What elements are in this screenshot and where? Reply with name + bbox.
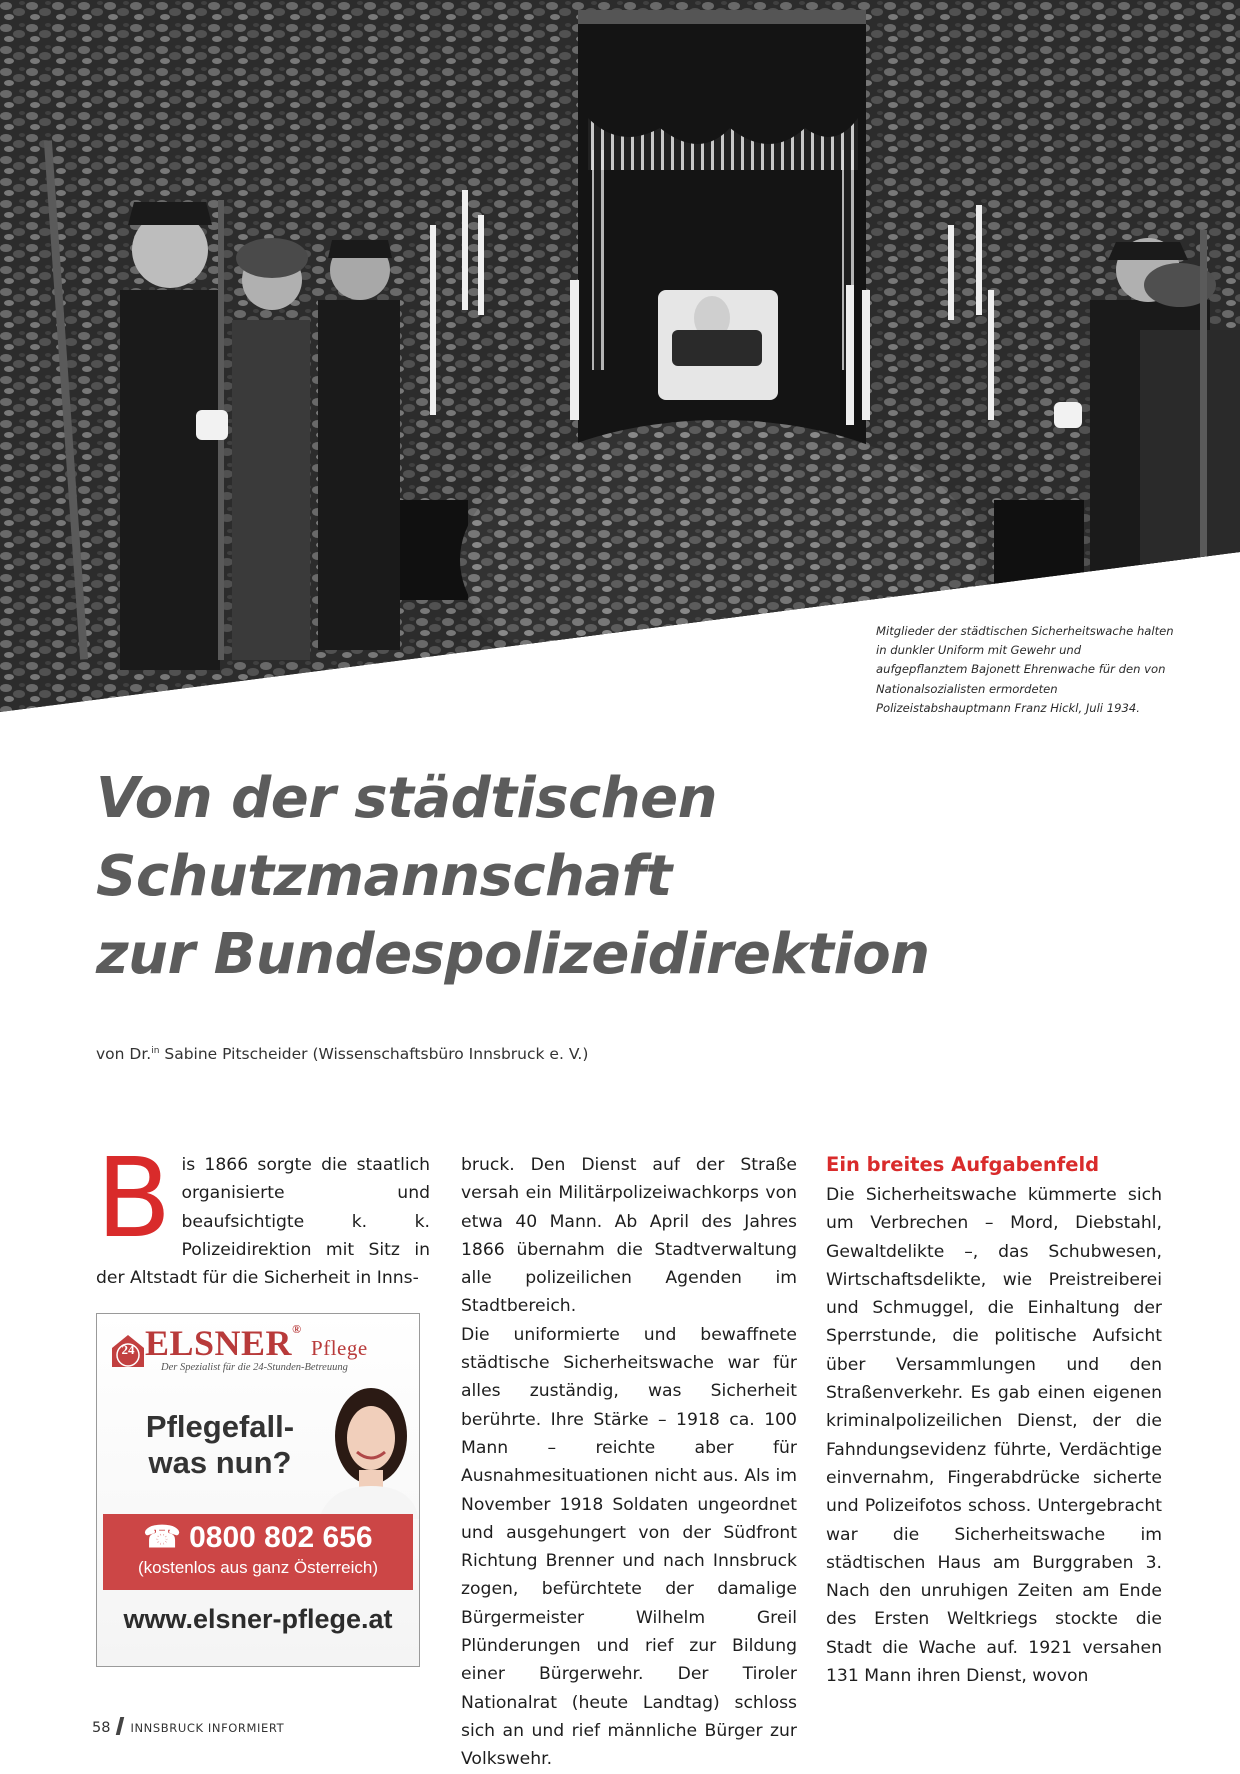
ad-phone-note: (kostenlos aus ganz Österreich) <box>138 1558 378 1577</box>
ad-headline-line-2: was nun? <box>148 1445 292 1480</box>
ad-headline-line-1: Pflegefall- <box>145 1409 295 1444</box>
footer-slash-divider <box>116 1717 124 1735</box>
elsner-advertisement[interactable] <box>96 1313 420 1667</box>
ad-headline <box>145 1409 295 1481</box>
badge-label: 24 <box>121 1342 135 1357</box>
photo-caption: Mitglieder der städtischen Sicherheitswache halten in dunkler Uniform mit Gewehr und aufgepflanztem Bajonett Ehrenwache für den von Nationalsozialisten ermordeten Polizeistabshauptmann Franz Hickl, Juli 1934. <box>876 624 1174 715</box>
byline-author: Sabine Pitscheider (Wissenschaftsbüro Innsbruck e. V.) <box>159 1045 589 1063</box>
column-2-paragraph-1: bruck. Den Dienst auf der Straße versah ein Militärpolizeiwachkorps von etwa 40 Mann. Ab April des Jahres 1866 übernahm die Stadtverwaltung alle polizeilichen Agenden im Stadtbereich. <box>461 1155 797 1317</box>
honor-guard-photo <box>0 0 1240 712</box>
column-1-text: is 1866 sorgte die staatlich organisierte und beaufsichtigte k. k. Polizeidirektion mit Sitz in der Altstadt für die Sicherheit in Inns- <box>96 1155 430 1289</box>
ad-website-link[interactable]: www.elsner-pflege.at <box>123 1604 393 1634</box>
phone-icon: ☎ <box>143 1521 181 1554</box>
magazine-name: INNSBRUCK INFORMIERT <box>130 1721 285 1735</box>
byline-sup: in <box>151 1045 160 1056</box>
byline-prefix: von Dr. <box>96 1045 152 1063</box>
headline-line-2: Schutzmannschaft <box>96 844 672 909</box>
article-column-2 <box>461 1151 797 1774</box>
ad-brand-name: ELSNER <box>145 1323 293 1363</box>
column-3-paragraph-1: Die Sicherheitswache kümmerte sich um Verbrechen – Mord, Diebstahl, Gewaltdelikte –, das Schubwesen, Wirtschaftsdelikte, wie Preistreiberei und Schmuggel, die Einhaltung der Sperrstunde, die politische Aufsicht über Versammlungen und den Straßenverkehr. Es gab einen eigenen kriminalpolizeilichen Dienst, der die Fahndungsevidenz führte, Verdächtige einvernahm, Fingerabdrücke sicherte und Polizeifotos schoss. Untergebracht war die Sicherheitswache im städtischen Haus am Burggraben 3. Nach den unruhigen Zeiten am Ende des Ersten Weltkriegs stockte die Stadt die Wache auf. 1921 versahen 131 Mann ihren Dienst, wovon <box>826 1185 1162 1687</box>
hero-photo <box>0 0 1240 712</box>
page-footer <box>92 1717 284 1736</box>
article-headline <box>96 760 930 994</box>
article-column-3 <box>826 1151 1162 1690</box>
ad-phone-digits: 0800 802 656 <box>189 1521 373 1554</box>
headline-line-3: zur Bundespolizeidirektion <box>96 922 930 987</box>
column-2-paragraph-2: Die uniformierte und bewaffnete städtische Sicherheitswache war für alles zuständig, was Sicherheit berührte. Ihre Stärke – 1918 ca. 100 Mann – reichte aber für Ausnahmesituationen nicht aus. Als im November 1918 Soldaten ungeordnet und ausgehungert von der Südfront Richtung Brenner und nach Innsbruck zogen, befürchtete der damalige Bürgermeister Wilhelm Greil Plünderungen und rief zur Bildung einer Bürgerwehr. Der Tiroler Nationalrat (heute Landtag) schloss sich an und rief männliche Bürger zur Volkswehr. <box>461 1324 797 1770</box>
page-number: 58 <box>92 1720 111 1736</box>
ad-phone-number[interactable] <box>103 1520 413 1555</box>
ad-brand <box>145 1322 368 1364</box>
article-column-1 <box>96 1134 430 1292</box>
headline-line-1: Von der städtischen <box>96 766 717 831</box>
section-heading: Ein breites Aufgabenfeld <box>826 1153 1100 1176</box>
byline <box>96 1045 588 1063</box>
ad-registered-mark: ® <box>292 1322 302 1336</box>
ad-brand-sub: Pflege <box>311 1336 368 1360</box>
ad-phone-band <box>103 1514 413 1590</box>
drop-cap: B <box>96 1134 172 1262</box>
smiling-woman-image <box>319 1374 419 1519</box>
ad-tagline: Der Spezialist für die 24-Stunden-Betreuung <box>161 1362 348 1373</box>
